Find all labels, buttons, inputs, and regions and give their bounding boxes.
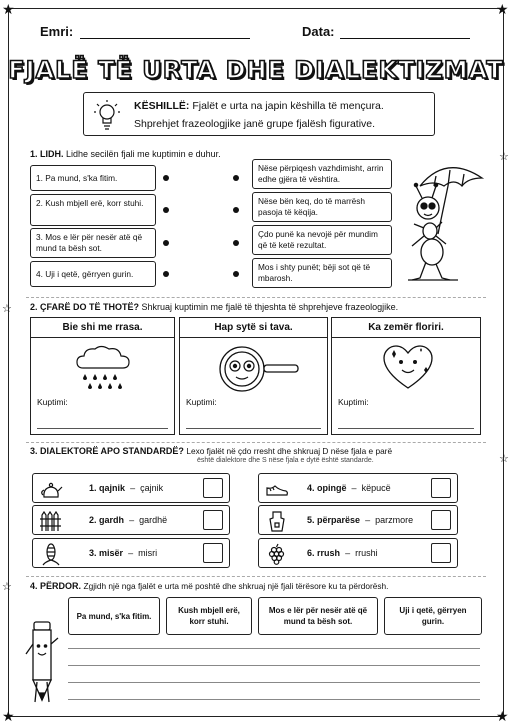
dash: – — [345, 548, 351, 558]
word-second: parzmore — [375, 515, 414, 525]
phrase-title-1: Bie shi me rrasa. — [31, 318, 174, 338]
section-3-instruction-2: është dialektore dhe S nëse fjala e dytë është standarde. — [197, 457, 374, 464]
word-second: çajnik — [140, 483, 164, 493]
dialect-row — [258, 538, 458, 568]
date-field[interactable] — [340, 38, 470, 39]
match-left-1: 1. Pa mund, s'ka fitim. — [30, 165, 156, 191]
tip-label: KËSHILLË: — [134, 100, 190, 112]
word-second: misri — [138, 548, 158, 558]
section-3-instruction-1: Lexo fjalët në çdo rresht dhe shkruaj D nëse fjala e parë — [186, 446, 393, 456]
word-first: përparëse — [317, 515, 361, 525]
meaning-answer-line[interactable] — [338, 428, 474, 429]
dialect-row — [32, 538, 230, 568]
match-right-2: Nëse bën keq, do të marrësh pasoja të këqija. — [252, 192, 392, 222]
dialect-word-pair — [89, 548, 157, 558]
dialect-word-pair — [307, 515, 413, 525]
fence-icon — [39, 509, 63, 533]
writing-line[interactable] — [68, 699, 480, 700]
section-2-number: 2. ÇFARË DO TË THOTË? — [30, 302, 140, 312]
dash: – — [365, 515, 371, 525]
word-first: misër — [99, 548, 124, 558]
section-3-number: 3. DIALEKTORË APO STANDARDË? — [30, 446, 184, 456]
item-number: 2. — [89, 515, 97, 525]
match-right-4: Mos i shty punët; bëji sot që të mbarosh. — [252, 258, 392, 288]
teapot-icon — [39, 477, 63, 501]
section-divider — [26, 442, 486, 443]
lightbulb-icon — [92, 98, 122, 132]
meaning-answer-line[interactable] — [37, 428, 168, 429]
word-first: opingë — [317, 483, 347, 493]
dash: – — [128, 548, 134, 558]
dialect-word-pair — [89, 483, 163, 493]
section-1-number: 1. LIDH. — [30, 149, 64, 159]
section-divider — [26, 297, 486, 298]
answer-checkbox[interactable] — [431, 478, 451, 498]
star-icon: ☆ — [499, 151, 509, 163]
star-icon: ★ — [496, 708, 509, 724]
proverb-card-2: Kush mbjell erë, korr stuhi. — [166, 597, 252, 635]
section-2-instruction: Shkruaj kuptimin me fjalë të thjeshta të shprehjeve frazeologjike. — [141, 302, 399, 312]
match-left-3: 3. Mos e lër për nesër atë që mund ta bësh sot. — [30, 228, 156, 258]
rain-cloud-icon — [73, 344, 133, 392]
proverb-card-3: Mos e lër për nesër atë që mund ta bësh sot. — [258, 597, 378, 635]
section-1-title — [30, 149, 221, 159]
writing-line[interactable] — [68, 665, 480, 666]
phrase-title-2: Hap sytë si tava. — [180, 318, 327, 338]
answer-checkbox[interactable] — [203, 543, 223, 563]
page-title: FJALË TË URTA DHE DIALEKTIZMAT — [8, 56, 504, 84]
dialect-word-pair — [307, 548, 378, 558]
word-first: qajnik — [99, 483, 126, 493]
match-dot-left[interactable] — [163, 207, 169, 213]
word-first: rrush — [317, 548, 341, 558]
item-number: 1. — [89, 483, 97, 493]
corn-icon — [39, 542, 63, 566]
tip-box — [83, 92, 435, 136]
item-number: 6. — [307, 548, 315, 558]
dialect-row — [258, 473, 458, 503]
match-dot-left[interactable] — [163, 240, 169, 246]
answer-checkbox[interactable] — [203, 510, 223, 530]
star-icon: ☆ — [499, 453, 509, 465]
word-second: gardhë — [139, 515, 168, 525]
match-dot-right[interactable] — [233, 240, 239, 246]
match-right-1: Nëse përpiqesh vazhdimisht, arrin edhe gjëra të vështira. — [252, 159, 392, 189]
dialect-row — [32, 473, 230, 503]
item-number: 3. — [89, 548, 97, 558]
item-number: 5. — [307, 515, 315, 525]
match-left-4: 4. Uji i qetë, gërryen gurin. — [30, 261, 156, 287]
dash: – — [129, 515, 135, 525]
name-date-row — [40, 20, 472, 44]
phrase-panel-1 — [30, 317, 175, 435]
dialect-row — [258, 505, 458, 535]
frying-pan-eyes-icon — [212, 344, 302, 394]
answer-checkbox[interactable] — [431, 543, 451, 563]
tip-text-1: Fjalët e urta na japin këshilla të mençura. — [192, 100, 384, 112]
dialect-word-pair — [89, 515, 167, 525]
answer-checkbox[interactable] — [431, 510, 451, 530]
section-1-instruction: Lidhe secilën fjali me kuptimin e duhur. — [66, 149, 221, 159]
shoe-icon — [265, 477, 289, 501]
meaning-answer-line[interactable] — [186, 428, 321, 429]
dash: – — [130, 483, 136, 493]
star-icon: ★ — [2, 708, 15, 724]
word-second: rrushi — [355, 548, 378, 558]
star-icon: ★ — [496, 1, 509, 17]
star-icon: ☆ — [2, 581, 12, 593]
apron-icon — [265, 509, 289, 533]
name-field[interactable] — [80, 38, 250, 39]
name-label: Emri: — [40, 24, 74, 39]
dialect-word-pair — [307, 483, 391, 493]
dialect-row — [32, 505, 230, 535]
section-2-title — [30, 302, 398, 312]
section-3-title — [30, 446, 392, 456]
meaning-label: Kuptimi: — [338, 397, 369, 407]
section-4-number: 4. PËRDOR. — [30, 581, 82, 591]
section-divider — [26, 576, 486, 577]
item-number: 4. — [307, 483, 315, 493]
star-icon: ★ — [2, 1, 15, 17]
match-right-3: Çdo punë ka nevojë për mundim që të ketë rezultat. — [252, 225, 392, 255]
dash: – — [351, 483, 357, 493]
writing-line[interactable] — [68, 648, 480, 649]
match-dot-right[interactable] — [233, 175, 239, 181]
match-left-2: 2. Kush mbjell erë, korr stuhi. — [30, 194, 156, 226]
star-icon: ☆ — [2, 303, 12, 315]
ant-umbrella-illustration — [398, 156, 490, 288]
meaning-label: Kuptimi: — [37, 397, 68, 407]
match-dot-left[interactable] — [163, 271, 169, 277]
match-dot-left[interactable] — [163, 175, 169, 181]
date-label: Data: — [302, 24, 335, 39]
word-first: gardh — [99, 515, 125, 525]
word-second: këpucë — [361, 483, 391, 493]
phrase-panel-3 — [331, 317, 481, 435]
pencil-character-illustration — [22, 616, 62, 708]
match-dot-right[interactable] — [233, 271, 239, 277]
phrase-title-3: Ka zemër floriri. — [332, 318, 480, 338]
match-dot-right[interactable] — [233, 207, 239, 213]
proverb-card-1: Pa mund, s'ka fitim. — [68, 597, 160, 635]
phrase-panel-2 — [179, 317, 328, 435]
section-4-title — [30, 581, 388, 591]
heart-icon — [380, 342, 436, 394]
tip-line-1 — [134, 100, 384, 112]
meaning-label: Kuptimi: — [186, 397, 217, 407]
proverb-card-4: Uji i qetë, gërryen gurin. — [384, 597, 482, 635]
grapes-icon — [265, 542, 289, 566]
tip-line-2: Shprehjet frazeologjike janë grupe fjalësh figurative. — [134, 118, 376, 130]
answer-checkbox[interactable] — [203, 478, 223, 498]
writing-line[interactable] — [68, 682, 480, 683]
section-4-instruction: Zgjidh një nga fjalët e urta më poshtë dhe shkruaj një fjali tërësore ku ta përdorësh. — [83, 581, 389, 591]
